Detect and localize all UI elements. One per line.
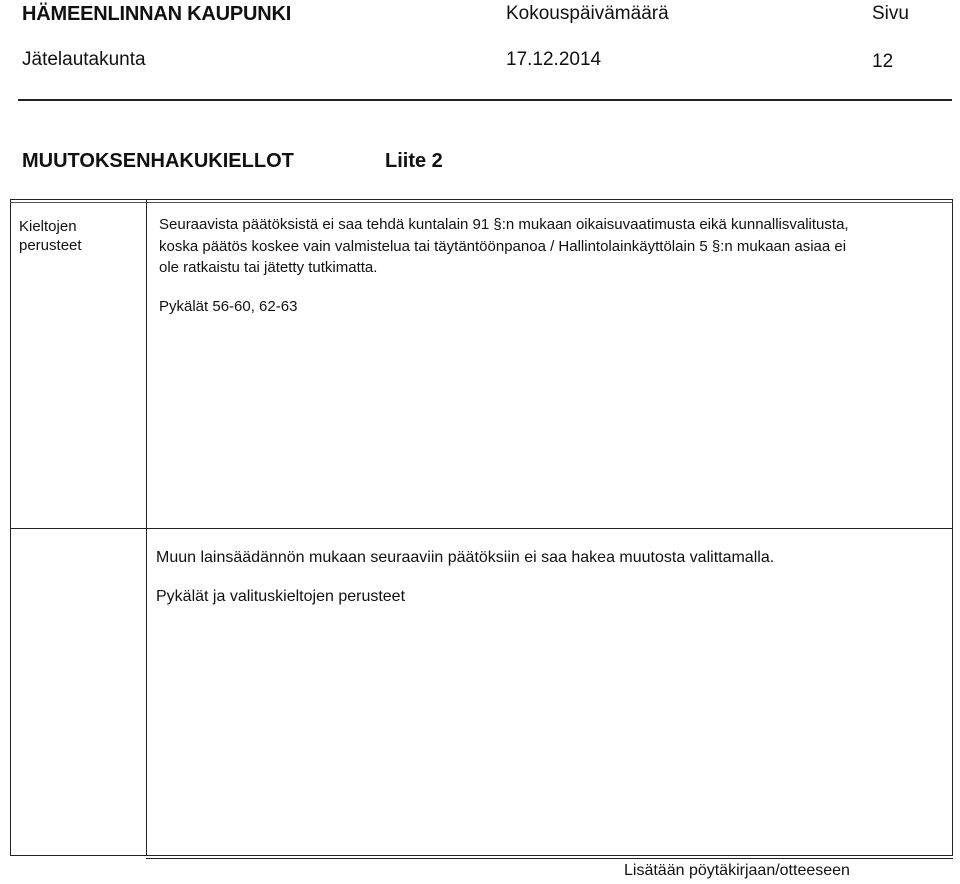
header-divider	[18, 99, 952, 101]
table-bottom-rule	[146, 858, 953, 859]
section1-text-line-1: Seuraavista päätöksistä ei saa tehdä kuntalain 91 §:n mukaan oikaisuvaatimusta eikä kunnallisvalitusta,	[159, 216, 849, 233]
table-top-rule	[10, 202, 953, 203]
footer-note: Lisätään pöytäkirjaan/otteeseen	[624, 862, 850, 879]
meeting-date-value: 17.12.2014	[506, 49, 602, 70]
section1-paragraph-list: Pykälät 56-60, 62-63	[159, 298, 298, 315]
section2-text: Muun lainsäädännön mukaan seuraaviin päätöksiin ei saa hakea muutosta valittamalla.	[156, 549, 775, 566]
department-name: Jätelautakunta	[22, 49, 146, 70]
page-label: Sivu	[872, 3, 909, 24]
section2-paragraph-list: Pykälät ja valituskieltojen perusteet	[156, 588, 406, 605]
meeting-date-label: Kokouspäivämäärä	[506, 3, 669, 24]
annex-label: Liite 2	[385, 150, 443, 172]
page-number: 12	[872, 51, 894, 72]
section1-text-line-2: koska päätös koskee vain valmistelua tai täytäntöönpanoa / Hallintolainkäyttölain 5 §:n mukaan asiaa ei	[159, 238, 847, 255]
organization-name: HÄMEENLINNAN KAUPUNKI	[22, 3, 292, 25]
table-row-divider	[10, 528, 953, 529]
section1-text-line-3: ole ratkaistu tai jätetty tutkimatta.	[159, 259, 378, 276]
document-title: MUUTOKSENHAKUKIELLOT	[22, 150, 294, 172]
grounds-label-line-1: Kieltojen	[19, 218, 77, 235]
grounds-label-line-2: perusteet	[19, 237, 82, 254]
